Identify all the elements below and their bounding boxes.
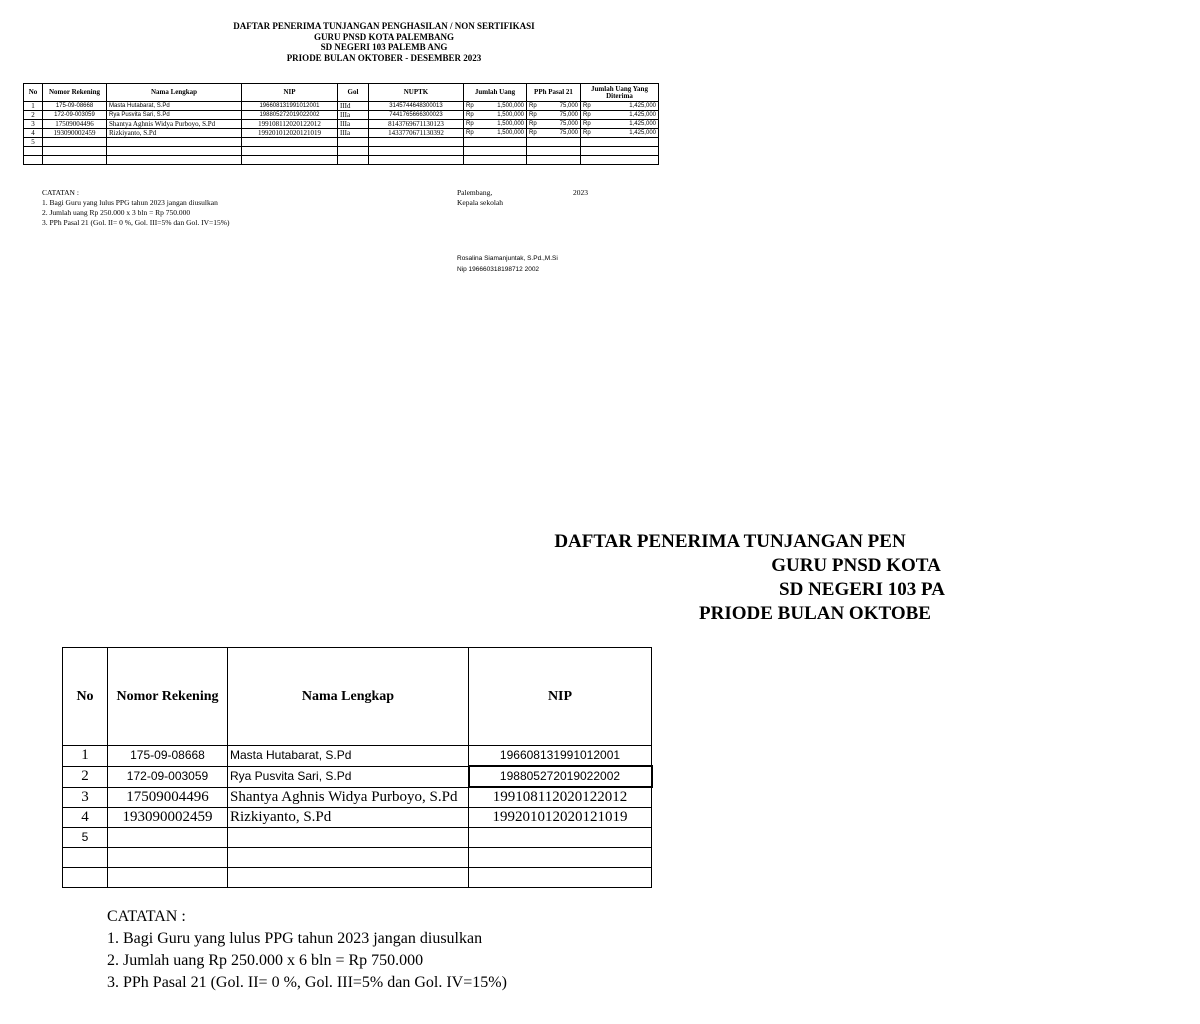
amount-value: 1,425,000: [629, 130, 656, 136]
cell-nama: Rya Pusvita Sari, S.Pd: [107, 111, 242, 120]
cell-gol: IIIa: [338, 111, 369, 120]
cell-jumlah: [464, 129, 527, 138]
currency-label: Rp: [529, 103, 537, 109]
currency-label: Rp: [583, 130, 591, 136]
document-header: [0, 21, 768, 63]
cell-rekening: 17509004496: [108, 787, 228, 808]
table-row: [24, 120, 659, 129]
zoomed-note-item: 2. Jumlah uang Rp 250.000 x 6 bln = Rp 750.000: [107, 952, 424, 969]
cell-nama: Shantya Aghnis Widya Purboyo, S.Pd: [228, 787, 469, 808]
cell-nip: 199201012020121019: [242, 129, 338, 138]
table-row: [24, 102, 659, 111]
zoomed-col-header-rekening: Nomor Rekening: [108, 648, 228, 746]
cell-pph: [527, 129, 581, 138]
col-header-diterima: Jumlah Uang Yang Diterima: [581, 84, 659, 102]
cell-nama: [228, 828, 469, 848]
amount-value: 75,000: [559, 130, 578, 136]
cell-diterima: [581, 120, 659, 129]
header-school: SD NEGERI 103 PALEMB ANG: [320, 42, 448, 52]
cell-rekening: 172-09-003059: [108, 766, 228, 787]
cell-nip: 199108112020122012: [469, 787, 652, 808]
zoomed-recipient-table: [62, 647, 653, 888]
zoomed-document-header: [0, 530, 1200, 626]
cell-nama: Masta Hutabarat, S.Pd: [228, 746, 469, 767]
zoomed-notes-block: [107, 906, 507, 994]
cell-rekening: 175-09-08668: [108, 746, 228, 767]
table-row-empty: [24, 147, 659, 156]
cell-nip: 199201012020121019: [469, 808, 652, 828]
cell-rekening: 17509004496: [43, 120, 107, 129]
cell-no: 2: [24, 111, 43, 120]
cell-pph: [527, 138, 581, 147]
currency-label: Rp: [466, 112, 474, 118]
cell-nip: 196608131991012001: [469, 746, 652, 767]
cell-nip: [242, 138, 338, 147]
signatory-name: Rosalina Siamanjuntak, S.Pd.,M.Si: [457, 255, 558, 262]
zoomed-notes-title: CATATAN :: [107, 908, 186, 925]
table-row: [63, 828, 652, 848]
table-row: [63, 766, 652, 787]
table-row: [24, 129, 659, 138]
cell-jumlah: [464, 102, 527, 111]
amount-value: 1,500,000: [497, 121, 524, 127]
cell-jumlah: [464, 120, 527, 129]
cell-nip: 196608131991012001: [242, 102, 338, 111]
note-item: 1. Bagi Guru yang lulus PPG tahun 2023 jangan diusulkan: [42, 198, 218, 207]
zoomed-header-school: SD NEGERI 103 PA: [779, 579, 945, 600]
currency-label: Rp: [466, 130, 474, 136]
cell-gol: IIIa: [338, 129, 369, 138]
cell-rekening: 193090002459: [108, 808, 228, 828]
cell-nama: Shantya Aghnis Widya Purboyo, S.Pd: [107, 120, 242, 129]
amount-value: 75,000: [559, 112, 578, 118]
currency-label: Rp: [529, 112, 537, 118]
amount-value: 1,425,000: [629, 121, 656, 127]
cell-no: 2: [63, 766, 108, 787]
table-row: [63, 808, 652, 828]
currency-label: Rp: [529, 130, 537, 136]
table-row: [24, 138, 659, 147]
cell-rekening: [43, 138, 107, 147]
amount-value: 75,000: [559, 103, 578, 109]
cell-gol: [338, 138, 369, 147]
cell-nuptk: [369, 138, 464, 147]
zoomed-col-header-nip: NIP: [469, 648, 652, 746]
cell-nuptk: 8143769671130123: [369, 120, 464, 129]
notes-title: CATATAN :: [42, 188, 79, 197]
table-row-empty: [63, 868, 652, 888]
cell-nip: 198805272019022002: [469, 766, 652, 787]
col-header-no: No: [24, 84, 43, 102]
cell-nama: Rizkiyanto, S.Pd: [228, 808, 469, 828]
col-header-jumlah: Jumlah Uang: [464, 84, 527, 102]
cell-nuptk: 3145744648300013: [369, 102, 464, 111]
zoomed-header-city: GURU PNSD KOTA: [771, 555, 941, 576]
zoomed-col-header-nama: Nama Lengkap: [228, 648, 469, 746]
col-header-pph: PPh Pasal 21: [527, 84, 581, 102]
zoomed-header-crop: [0, 530, 945, 630]
cell-no: 5: [24, 138, 43, 147]
cell-rekening: 172-09-003059: [43, 111, 107, 120]
table-row: [63, 787, 652, 808]
header-title: DAFTAR PENERIMA TUNJANGAN PENGHASILAN / NON SERTIFIKASI: [233, 21, 535, 31]
cell-no: 3: [63, 787, 108, 808]
currency-label: Rp: [583, 103, 591, 109]
cell-nama: Rizkiyanto, S.Pd: [107, 129, 242, 138]
cell-no: 1: [24, 102, 43, 111]
currency-label: Rp: [583, 121, 591, 127]
signature-block: [457, 253, 558, 275]
recipient-table: [23, 83, 659, 165]
cell-pph: [527, 102, 581, 111]
currency-label: Rp: [583, 112, 591, 118]
header-period: PRIODE BULAN OKTOBER - DESEMBER 2023: [286, 52, 482, 63]
amount-value: 1,425,000: [629, 112, 656, 118]
notes-block: [42, 188, 229, 228]
cell-diterima: [581, 129, 659, 138]
amount-value: 1,500,000: [497, 103, 524, 109]
cell-nip: 199108112020122012: [242, 120, 338, 129]
col-header-nip: NIP: [242, 84, 338, 102]
cell-diterima: [581, 138, 659, 147]
cell-nip: 198805272019022002: [242, 111, 338, 120]
cell-nuptk: 1433770671130392: [369, 129, 464, 138]
table-row: [63, 746, 652, 767]
cell-no: 5: [63, 828, 108, 848]
col-header-nuptk: NUPTK: [369, 84, 464, 102]
cell-rekening: 193090002459: [43, 129, 107, 138]
cell-rekening: [108, 828, 228, 848]
cell-diterima: [581, 102, 659, 111]
signature-place: Palembang,: [457, 188, 493, 197]
signatory-nip: Nip 196660318198712 2002: [457, 266, 540, 273]
col-header-rekening: Nomor Rekening: [43, 84, 107, 102]
cell-no: 3: [24, 120, 43, 129]
zoomed-header-title: DAFTAR PENERIMA TUNJANGAN PEN: [554, 531, 906, 552]
zoomed-col-header-no: No: [63, 648, 108, 746]
amount-value: 1,425,000: [629, 103, 656, 109]
signature-role: Kepala sekolah: [457, 198, 504, 207]
cell-nip: [469, 828, 652, 848]
signature-year: 2023: [573, 188, 588, 197]
cell-nama: Masta Hutabarat, S.Pd: [107, 102, 242, 111]
cell-no: 1: [63, 746, 108, 767]
zoomed-table-header-row: [63, 648, 652, 746]
cell-pph: [527, 111, 581, 120]
cell-nuptk: 7441765666300023: [369, 111, 464, 120]
currency-label: Rp: [466, 121, 474, 127]
table-row-empty: [63, 848, 652, 868]
table-row: [24, 111, 659, 120]
cell-nama: [107, 138, 242, 147]
amount-value: 1,500,000: [497, 112, 524, 118]
zoomed-note-item: 3. PPh Pasal 21 (Gol. II= 0 %, Gol. III=5% dan Gol. IV=15%): [107, 974, 507, 991]
zoomed-header-period: PRIODE BULAN OKTOBE: [699, 603, 931, 624]
cell-no: 4: [24, 129, 43, 138]
currency-label: Rp: [466, 103, 474, 109]
table-row-empty: [24, 156, 659, 165]
currency-label: Rp: [529, 121, 537, 127]
table-header-row: [24, 84, 659, 102]
cell-pph: [527, 120, 581, 129]
cell-nama: Rya Pusvita Sari, S.Pd: [228, 766, 469, 787]
col-header-gol: Gol: [338, 84, 369, 102]
cell-gol: IIId: [338, 102, 369, 111]
cell-no: 4: [63, 808, 108, 828]
note-item: 2. Jumlah uang Rp 250.000 x 3 bln = Rp 750.000: [42, 208, 191, 217]
note-item: 3. PPh Pasal 21 (Gol. II= 0 %, Gol. III=5% dan Gol. IV=15%): [42, 218, 230, 227]
cell-diterima: [581, 111, 659, 120]
header-subtitle-city: GURU PNSD KOTA PALEMBANG: [314, 31, 454, 42]
amount-value: 1,500,000: [497, 130, 524, 136]
cell-rekening: 175-09-08668: [43, 102, 107, 111]
amount-value: 75,000: [559, 121, 578, 127]
cell-jumlah: [464, 138, 527, 147]
col-header-nama: Nama Lengkap: [107, 84, 242, 102]
cell-gol: IIIa: [338, 120, 369, 129]
zoomed-note-item: 1. Bagi Guru yang lulus PPG tahun 2023 jangan diusulkan: [107, 930, 483, 947]
cell-jumlah: [464, 111, 527, 120]
